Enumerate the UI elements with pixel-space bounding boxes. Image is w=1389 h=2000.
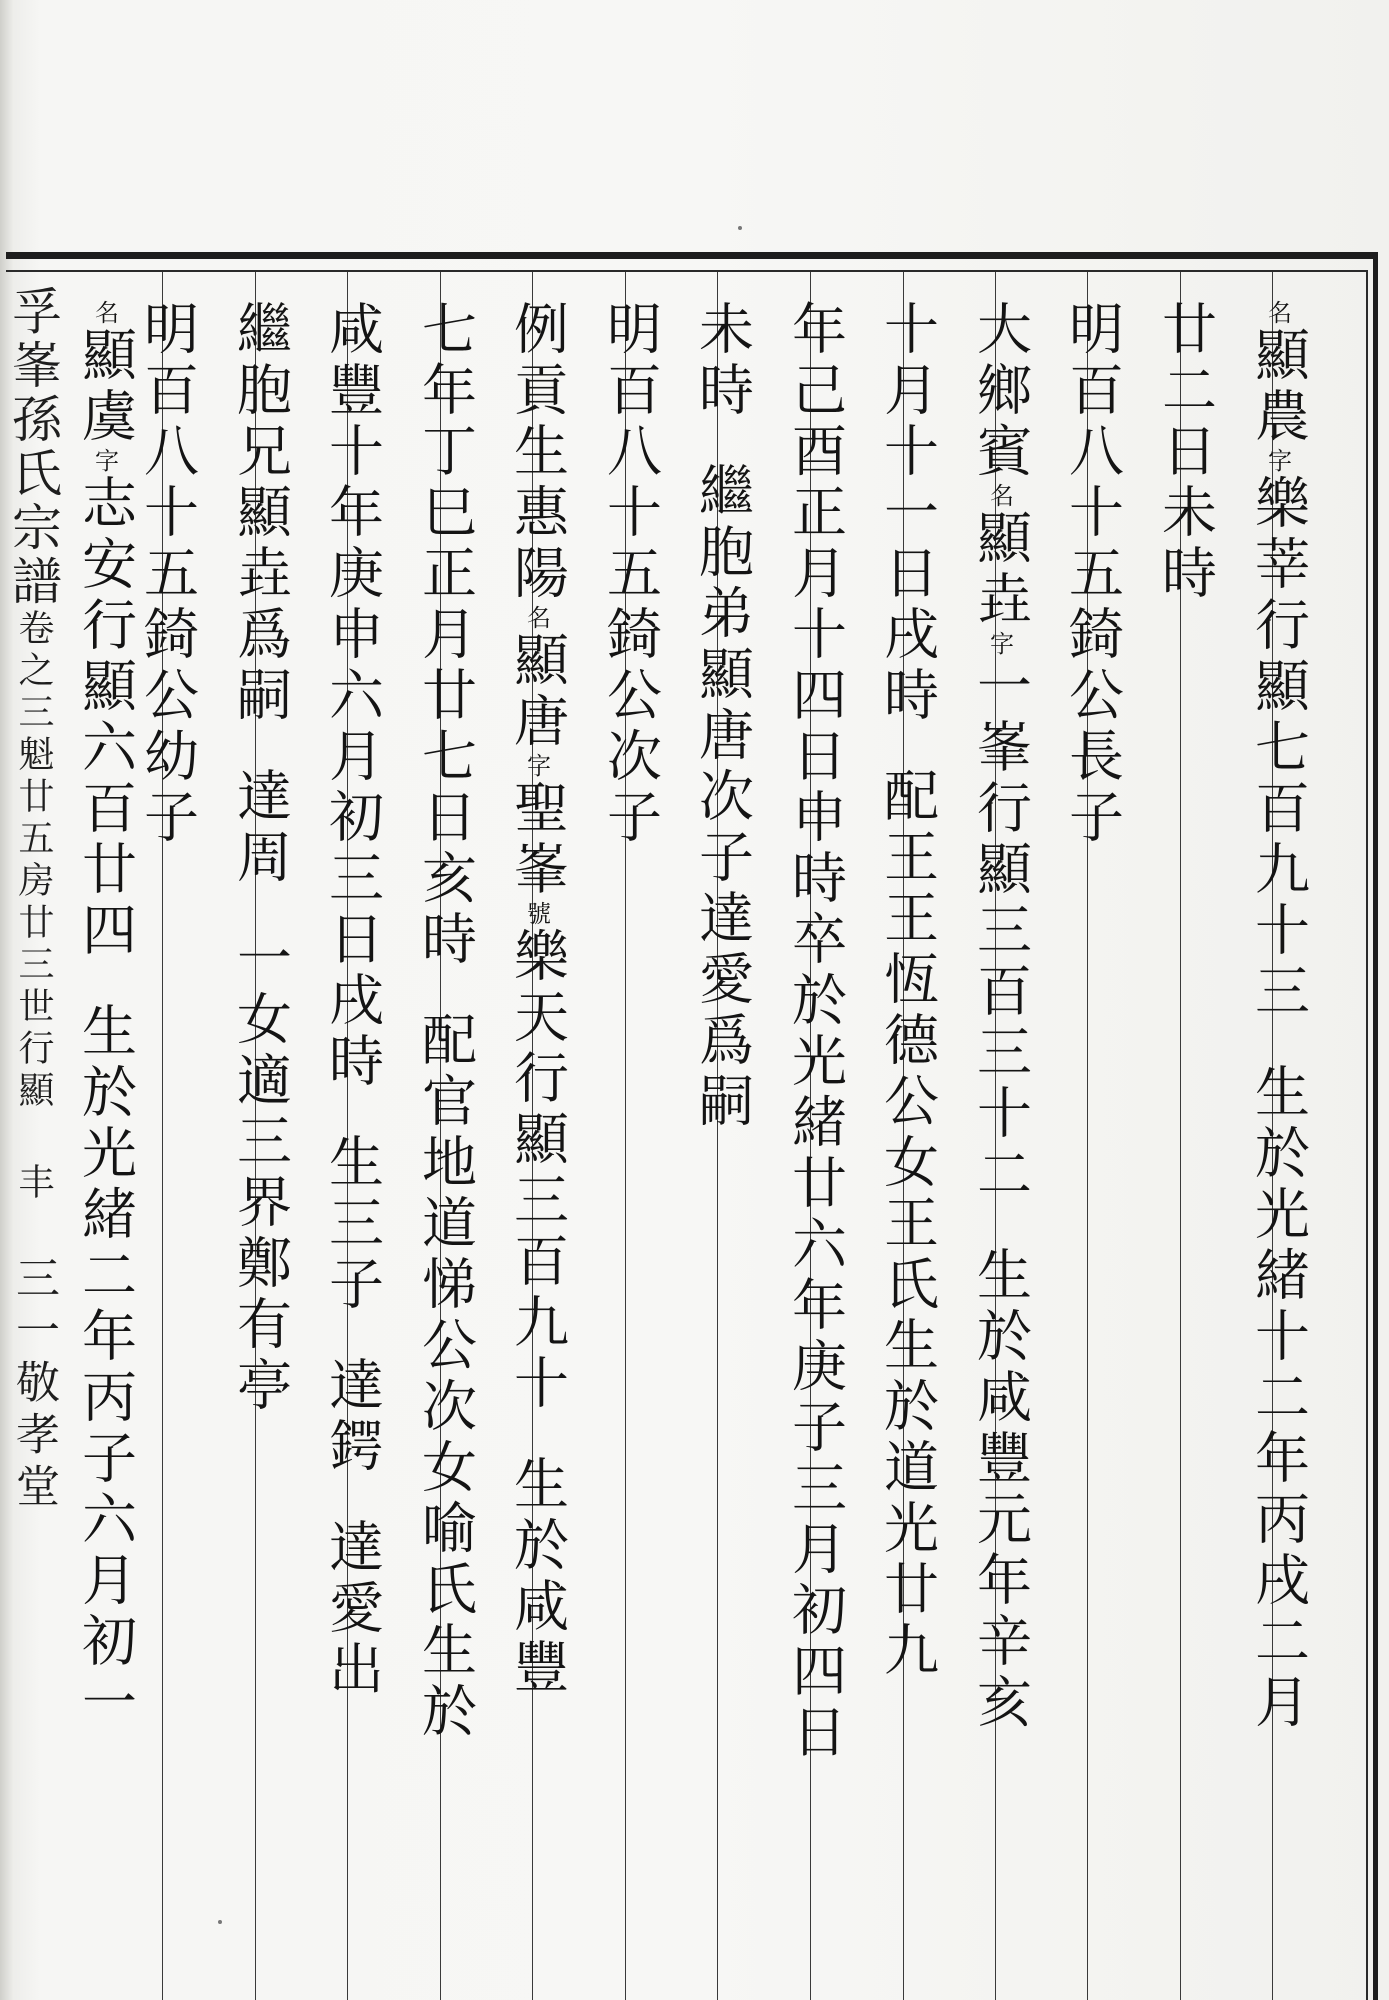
annotation-glyph: 名 bbox=[985, 483, 1014, 509]
column-text: 生於光緒二年丙子六月初一 bbox=[73, 1002, 137, 1734]
margin-hall-name: 三一敬孝堂 bbox=[8, 1255, 59, 1515]
column-text: 達周 bbox=[228, 767, 292, 889]
column-text: 顯垚 bbox=[968, 509, 1032, 631]
text-column bbox=[1060, 300, 1124, 849]
text-column bbox=[1153, 300, 1217, 605]
column-text: 顯虞 bbox=[73, 326, 137, 448]
column-text: 生三子 bbox=[320, 1133, 384, 1316]
margin-page-mark: 丰 bbox=[13, 1163, 54, 1205]
text-column bbox=[875, 300, 939, 1682]
annotation-glyph: 號 bbox=[522, 901, 551, 927]
margin-column bbox=[4, 285, 62, 1515]
column-text: 樂天行顯三百九十 bbox=[505, 927, 569, 1415]
text-column bbox=[598, 300, 662, 849]
column-text: 繼胞兄顯垚爲嗣 bbox=[228, 300, 292, 727]
annotation-glyph: 字 bbox=[522, 753, 551, 779]
annotation-glyph: 名 bbox=[522, 605, 551, 631]
column-text: 配王王恆德公女王氏生於道光廿九 bbox=[875, 767, 939, 1682]
column-text: 年己酉正月十四日申時卒於光緒廿六年庚子三月初四日 bbox=[783, 300, 847, 1764]
text-column bbox=[320, 300, 384, 1701]
text-column bbox=[505, 300, 569, 1699]
column-text: 咸豐十年庚申六月初三日戌時 bbox=[320, 300, 384, 1093]
text-column bbox=[1246, 300, 1310, 1734]
annotation-glyph: 名 bbox=[1263, 300, 1292, 326]
column-text: 樂莘行顯七百九十三 bbox=[1246, 474, 1310, 1023]
column-text: 一女適三界鄭有亭 bbox=[228, 929, 292, 1417]
column-text: 生於咸豐元年辛亥 bbox=[968, 1246, 1032, 1734]
text-column bbox=[968, 300, 1032, 1734]
annotation-glyph: 字 bbox=[90, 448, 119, 474]
column-text: 生於光緒十二年丙戌二月 bbox=[1246, 1063, 1310, 1734]
column-text: 顯唐 bbox=[505, 631, 569, 753]
column-text: 志安行顯六百廿四 bbox=[73, 474, 137, 962]
column-text: 例貢生惠陽 bbox=[505, 300, 569, 605]
column-text: 大鄉賓 bbox=[968, 300, 1032, 483]
ink-speck bbox=[738, 226, 742, 230]
column-text: 配官地道悌公次女喻氏生於 bbox=[413, 1011, 477, 1743]
column-text: 聖峯 bbox=[505, 779, 569, 901]
column-text: 未時 bbox=[690, 300, 754, 422]
text-column bbox=[135, 300, 199, 849]
text-column bbox=[73, 300, 137, 1734]
column-text: 明百八十五錡公幼子 bbox=[135, 300, 199, 849]
column-text: 一峯行顯三百三十二 bbox=[968, 657, 1032, 1206]
margin-title: 孚峯孫氏宗譜 bbox=[4, 285, 62, 609]
annotation-glyph: 字 bbox=[1263, 448, 1292, 474]
annotation-glyph: 字 bbox=[985, 631, 1014, 657]
column-text: 七年丁巳正月廿七日亥時 bbox=[413, 300, 477, 971]
column-text: 達鍔 bbox=[320, 1356, 384, 1478]
margin-branch: 魁廿五房廿三世行顯 bbox=[13, 735, 54, 1113]
column-text: 達愛出 bbox=[320, 1518, 384, 1701]
text-column bbox=[228, 300, 292, 1417]
column-text: 十月十一日戌時 bbox=[875, 300, 939, 727]
text-column bbox=[413, 300, 477, 1743]
column-text: 顯農 bbox=[1246, 326, 1310, 448]
column-text: 明百八十五錡公長子 bbox=[1060, 300, 1124, 849]
column-text: 廿二日未時 bbox=[1153, 300, 1217, 605]
column-text: 繼胞弟顯唐次子達愛爲嗣 bbox=[690, 462, 754, 1133]
margin-volume: 卷之三 bbox=[13, 609, 54, 735]
text-column bbox=[783, 300, 847, 1764]
column-text: 明百八十五錡公次子 bbox=[598, 300, 662, 849]
text-column bbox=[690, 300, 754, 1133]
column-text: 生於咸豐 bbox=[505, 1455, 569, 1699]
ink-speck bbox=[218, 1920, 222, 1924]
annotation-glyph: 名 bbox=[90, 300, 119, 326]
